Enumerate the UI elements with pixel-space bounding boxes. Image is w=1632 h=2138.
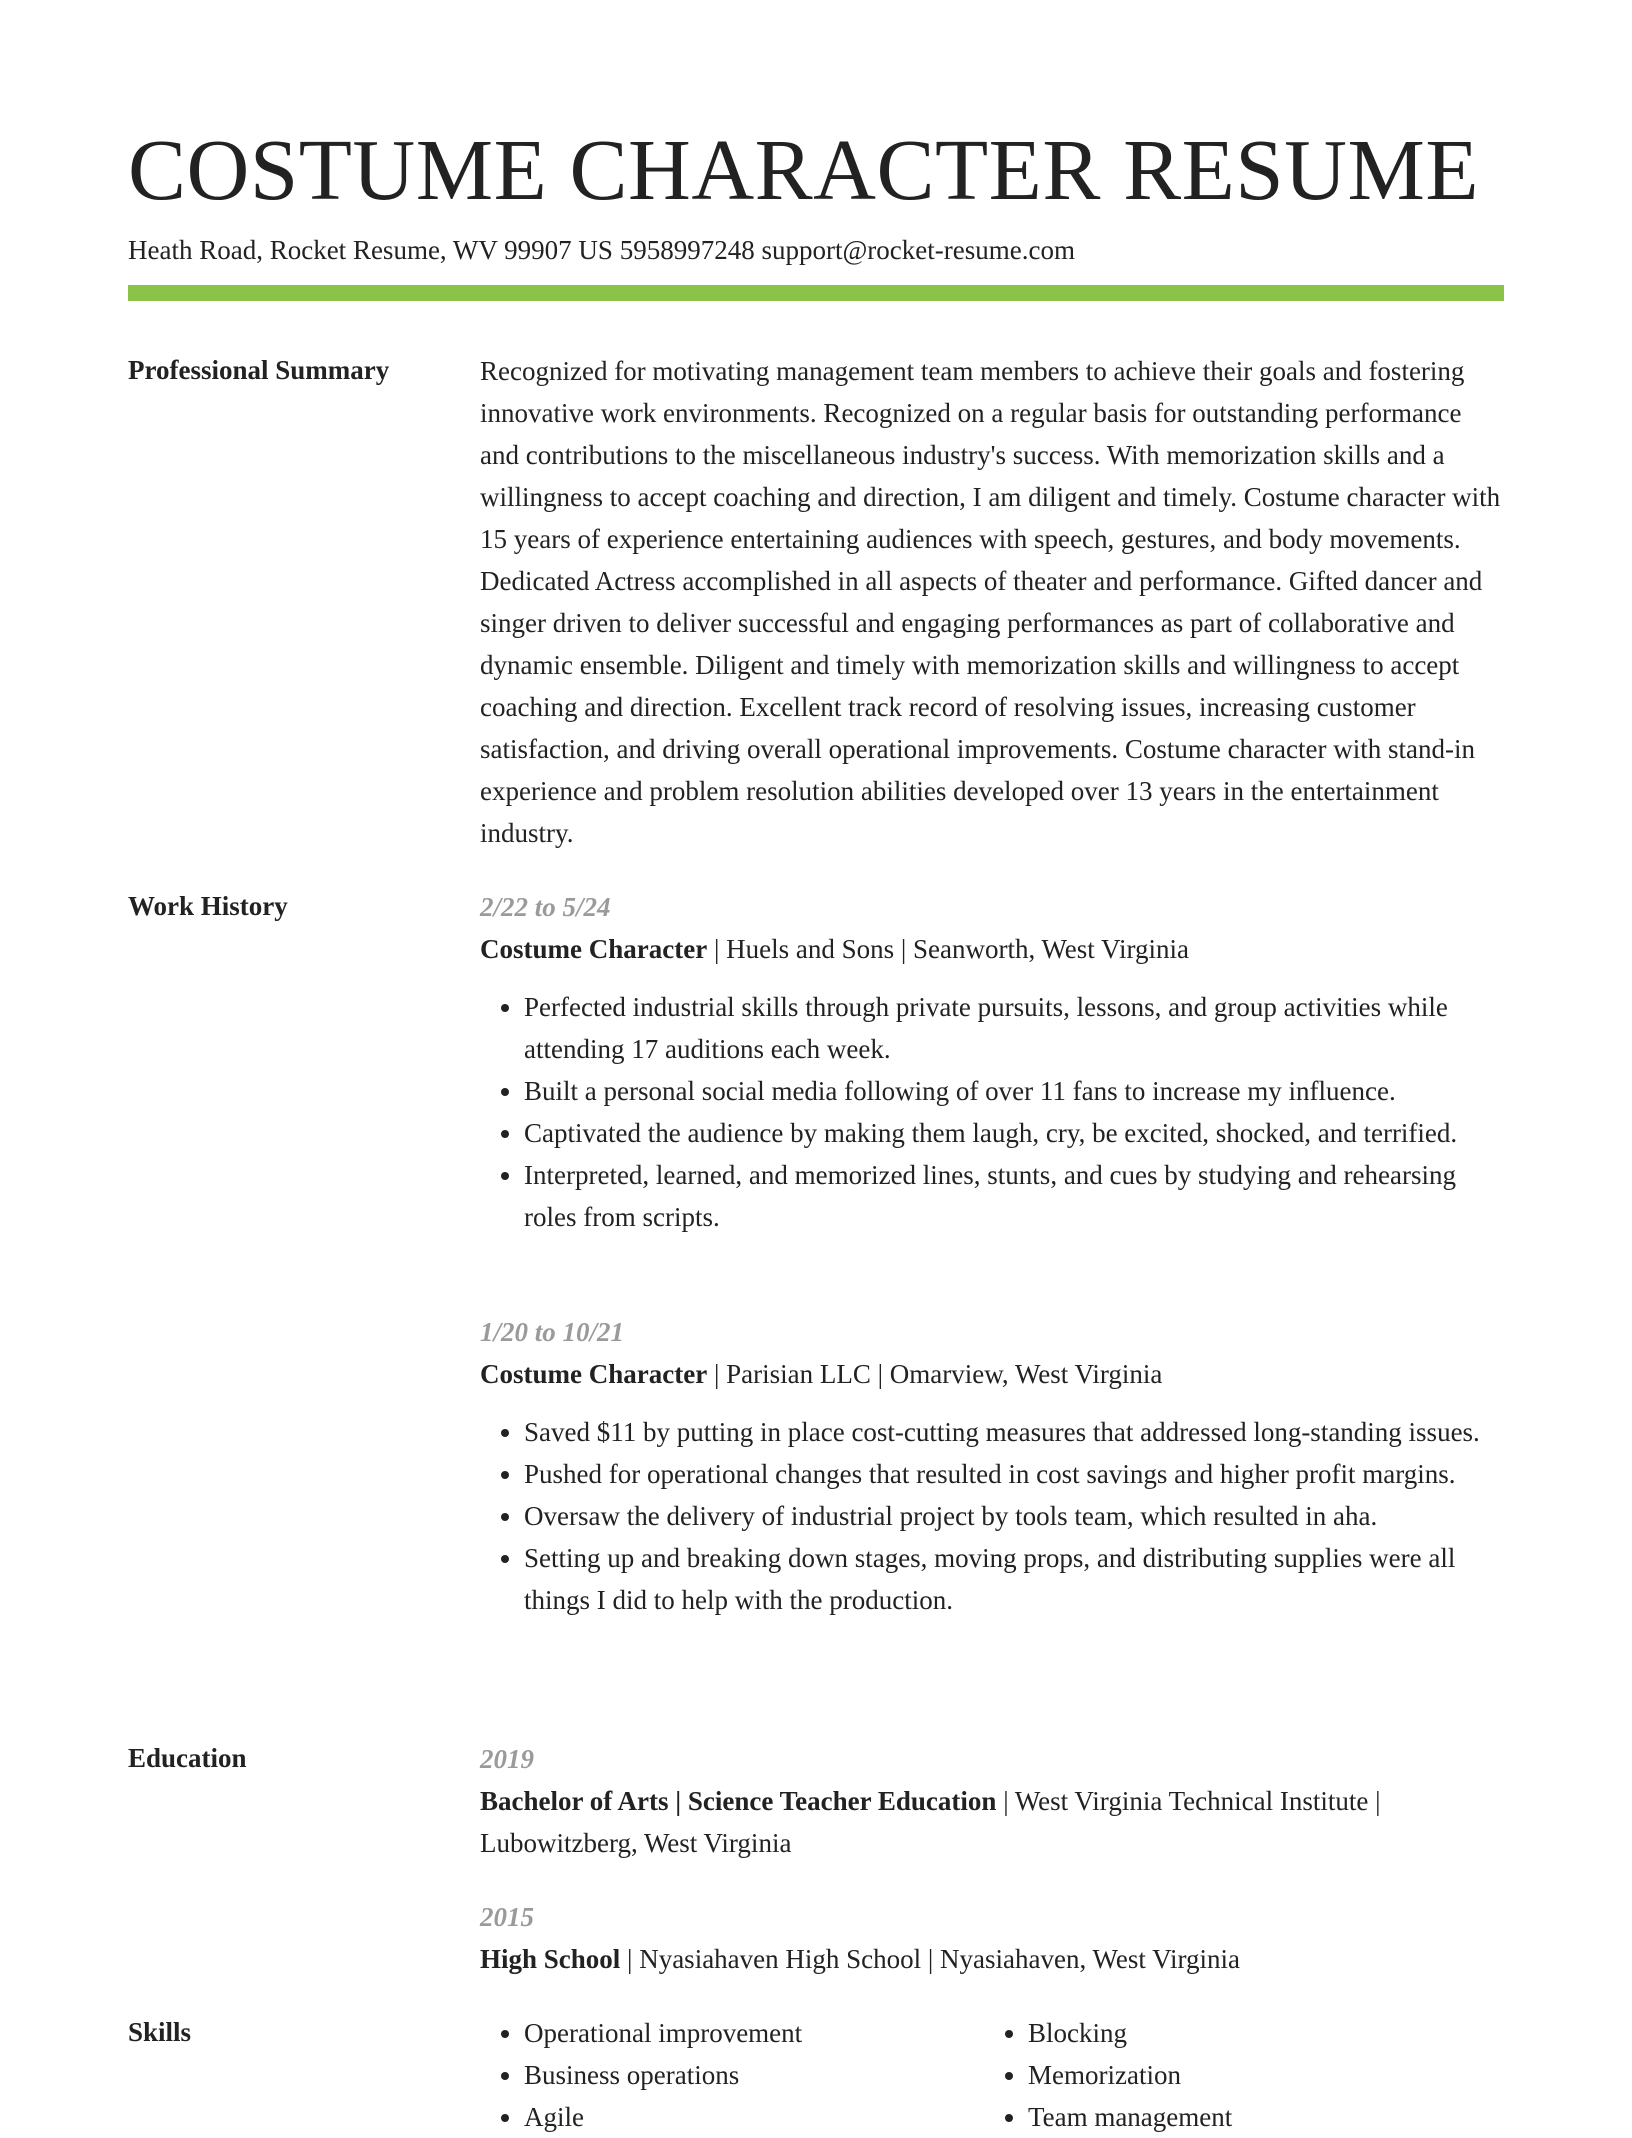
education-degree-line — [480, 1780, 1504, 1864]
degree: High School — [480, 1944, 621, 1974]
work-history-section — [480, 886, 1504, 1706]
job-bullets — [480, 1411, 1504, 1621]
summary-section — [480, 350, 1504, 854]
list-item: • Pushed for operational changes that resulted in cost savings and higher profit margins. — [524, 1453, 1504, 1495]
skill-item: • Blocking — [1028, 2012, 1232, 2054]
list-item: • Interpreted, learned, and memorized lines, stunts, and cues by studying and rehearsing roles from scripts. — [524, 1154, 1504, 1238]
job-dates: 2/22 to 5/24 — [480, 892, 611, 922]
skills-heading: Skills — [128, 2017, 192, 2047]
list-item: • Built a personal social media following of over 11 fans to increase my influence. — [524, 1070, 1504, 1112]
education-year: 2015 — [480, 1902, 534, 1932]
job-bullets — [480, 986, 1504, 1238]
education-section — [480, 1738, 1504, 1978]
institution-details: | West Virginia Technical Institute | Lubowitzberg, West Virginia — [480, 1786, 1381, 1858]
list-item: • Setting up and breaking down stages, moving props, and distributing supplies were all things I did to help with the production. — [524, 1537, 1504, 1621]
job-title: Costume Character — [480, 1359, 708, 1389]
skill-item: • Team management — [1028, 2096, 1232, 2138]
skills-list-right — [984, 2012, 1232, 2138]
summary-heading: Professional Summary — [128, 355, 390, 385]
header-divider — [128, 285, 1504, 301]
work-history-heading: Work History — [128, 891, 288, 921]
skill-item: • Business operations — [524, 2054, 802, 2096]
skills-list-left — [480, 2012, 802, 2138]
summary-text: Recognized for motivating management team members to achieve their goals and fostering innovative work environments. Recognized on a regular basis for outstanding performance and contributions to the miscellaneous industry's success. With memorization skills and a willingness to accept coaching and direction, I am diligent and timely. Costume character with 15 years of experience entertaining audiences with speech, gestures, and body movements. Dedicated Actress accomplished in all aspects of theater and performance. Gifted dancer and singer driven to deliver successful and engaging performances as part of collaborative and dynamic ensemble. Diligent and timely with memorization skills and willingness to accept coaching and direction. Excellent track record of resolving issues, increasing customer satisfaction, and driving overall operational improvements. Costume character with stand-in experience and problem resolution abilities developed over 13 years in the entertainment industry. — [480, 356, 1501, 848]
education-degree-line — [480, 1938, 1504, 1980]
skills-section — [480, 2012, 1504, 2132]
contact-line: Heath Road, Rocket Resume, WV 99907 US 5958997248 support@rocket-resume.com — [128, 235, 1075, 265]
job-dates: 1/20 to 10/21 — [480, 1317, 625, 1347]
institution-details: | Nyasiahaven High School | Nyasiahaven, West Virginia — [620, 1944, 1240, 1974]
education-heading: Education — [128, 1743, 247, 1773]
job-role — [480, 1353, 1504, 1395]
degree: Bachelor of Arts | Science Teacher Education — [480, 1786, 997, 1816]
list-item: • Captivated the audience by making them laugh, cry, be excited, shocked, and terrified. — [524, 1112, 1504, 1154]
skill-item: • Memorization — [1028, 2054, 1232, 2096]
list-item: • Perfected industrial skills through private pursuits, lessons, and group activities while attending 17 auditions each week. — [524, 986, 1504, 1070]
resume-title: COSTUME CHARACTER RESUME — [128, 121, 1479, 218]
education-year: 2019 — [480, 1744, 534, 1774]
job-entry — [480, 886, 1504, 1238]
list-item: • Saved $11 by putting in place cost-cutting measures that addressed long-standing issues. — [524, 1411, 1504, 1453]
job-entry — [480, 1311, 1504, 1621]
job-details: | Parisian LLC | Omarview, West Virginia — [707, 1359, 1163, 1389]
skill-item: • Agile — [524, 2096, 802, 2138]
list-item: • Oversaw the delivery of industrial project by tools team, which resulted in aha. — [524, 1495, 1504, 1537]
job-role — [480, 928, 1504, 970]
education-entry — [480, 1738, 1504, 1864]
skill-item: • Operational improvement — [524, 2012, 802, 2054]
job-title: Costume Character — [480, 934, 708, 964]
job-details: | Huels and Sons | Seanworth, West Virginia — [707, 934, 1189, 964]
education-entry — [480, 1896, 1504, 1980]
